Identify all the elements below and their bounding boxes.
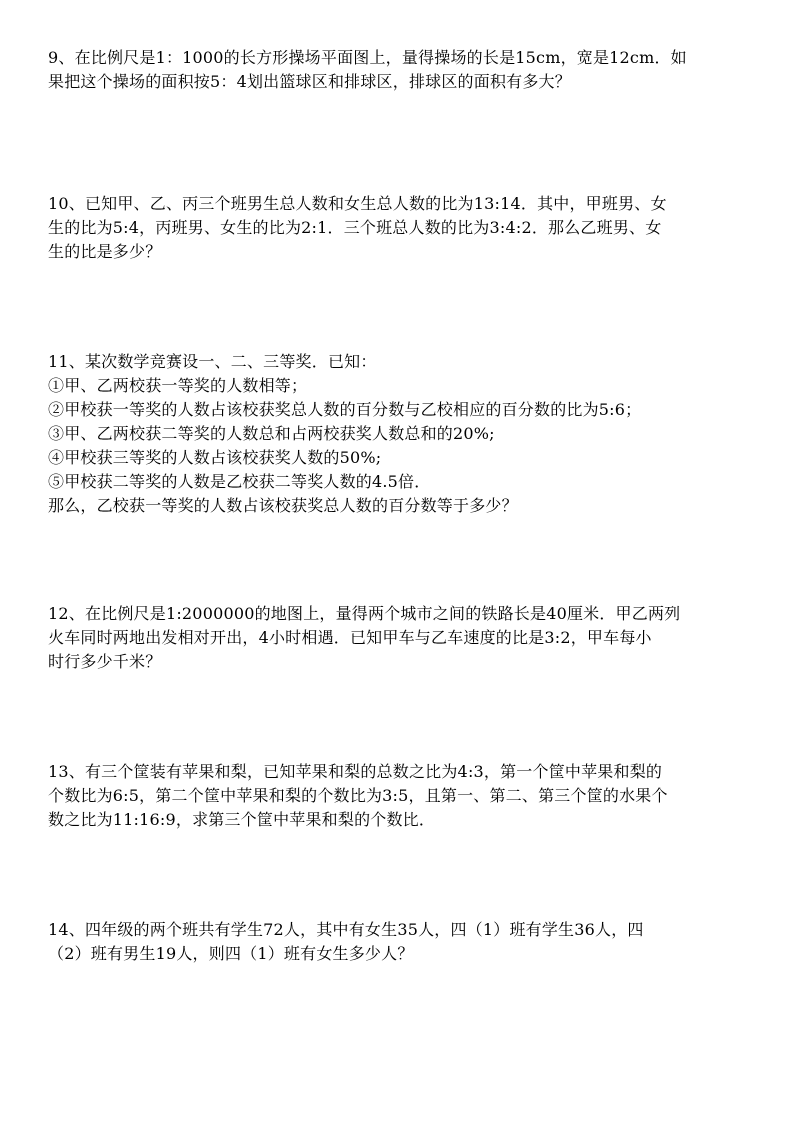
problem-9-line-1: 9、在比例尺是1：1000的长方形操场平面图上，量得操场的长是15cm，宽是12cm．如 xyxy=(48,48,687,67)
problem-11 xyxy=(48,350,760,518)
problem-10-line-3: 生的比是多少？ xyxy=(48,242,162,261)
problem-13-line-3: 数之比为11:16:9，求第三个筐中苹果和梨的个数比． xyxy=(48,810,436,829)
problem-9-line-2: 果把这个操场的面积按5：4划出篮球区和排球区，排球区的面积有多大？ xyxy=(48,72,571,91)
problem-14 xyxy=(48,918,760,966)
problem-13-line-2: 个数比为6:5，第二个筐中苹果和梨的个数比为3:5，且第一、第二、第三个筐的水果个 xyxy=(48,786,668,805)
problem-11-condition-5: ⑤甲校获二等奖的人数是乙校获二等奖人数的4.5倍． xyxy=(48,472,431,491)
problem-12-line-3: 时行多少千米？ xyxy=(48,652,162,671)
problem-9 xyxy=(48,46,760,94)
problem-10 xyxy=(48,192,760,264)
problem-11-condition-4: ④甲校获三等奖的人数占该校获奖人数的50%; xyxy=(48,448,382,467)
problem-14-line-1: 14、四年级的两个班共有学生72人，其中有女生35人，四（1）班有学生36人，四 xyxy=(48,920,644,939)
problem-10-line-1: 10、已知甲、乙、丙三个班男生总人数和女生总人数的比为13:14．其中，甲班男、女 xyxy=(48,194,667,213)
problem-12 xyxy=(48,602,760,674)
problem-13-line-1: 13、有三个筐装有苹果和梨，已知苹果和梨的总数之比为4:3，第一个筐中苹果和梨的 xyxy=(48,762,663,781)
problem-11-condition-3: ③甲、乙两校获二等奖的人数总和占两校获奖人数总和的20%; xyxy=(48,424,495,443)
problem-11-condition-1: ①甲、乙两校获一等奖的人数相等； xyxy=(48,376,308,395)
problem-10-line-2: 生的比为5:4，丙班男、女生的比为2:1．三个班总人数的比为3:4:2．那么乙班男、女 xyxy=(48,218,662,237)
worksheet-page xyxy=(48,46,760,966)
problem-12-line-2: 火车同时两地出发相对开出，4小时相遇．已知甲车与乙车速度的比是3:2，甲车每小 xyxy=(48,628,652,647)
problem-11-condition-2: ②甲校获一等奖的人数占该校获奖总人数的百分数与乙校相应的百分数的比为5:6； xyxy=(48,400,642,419)
problem-13 xyxy=(48,760,760,832)
problem-12-line-1: 12、在比例尺是1:2000000的地图上，量得两个城市之间的铁路长是40厘米．甲乙两列 xyxy=(48,604,681,623)
problem-14-line-2: （2）班有男生19人，则四（1）班有女生多少人？ xyxy=(48,944,414,963)
problem-11-line-1: 11、某次数学竞赛设一、二、三等奖．已知： xyxy=(48,352,377,371)
problem-11-question: 那么，乙校获一等奖的人数占该校获奖总人数的百分数等于多少？ xyxy=(48,496,518,515)
